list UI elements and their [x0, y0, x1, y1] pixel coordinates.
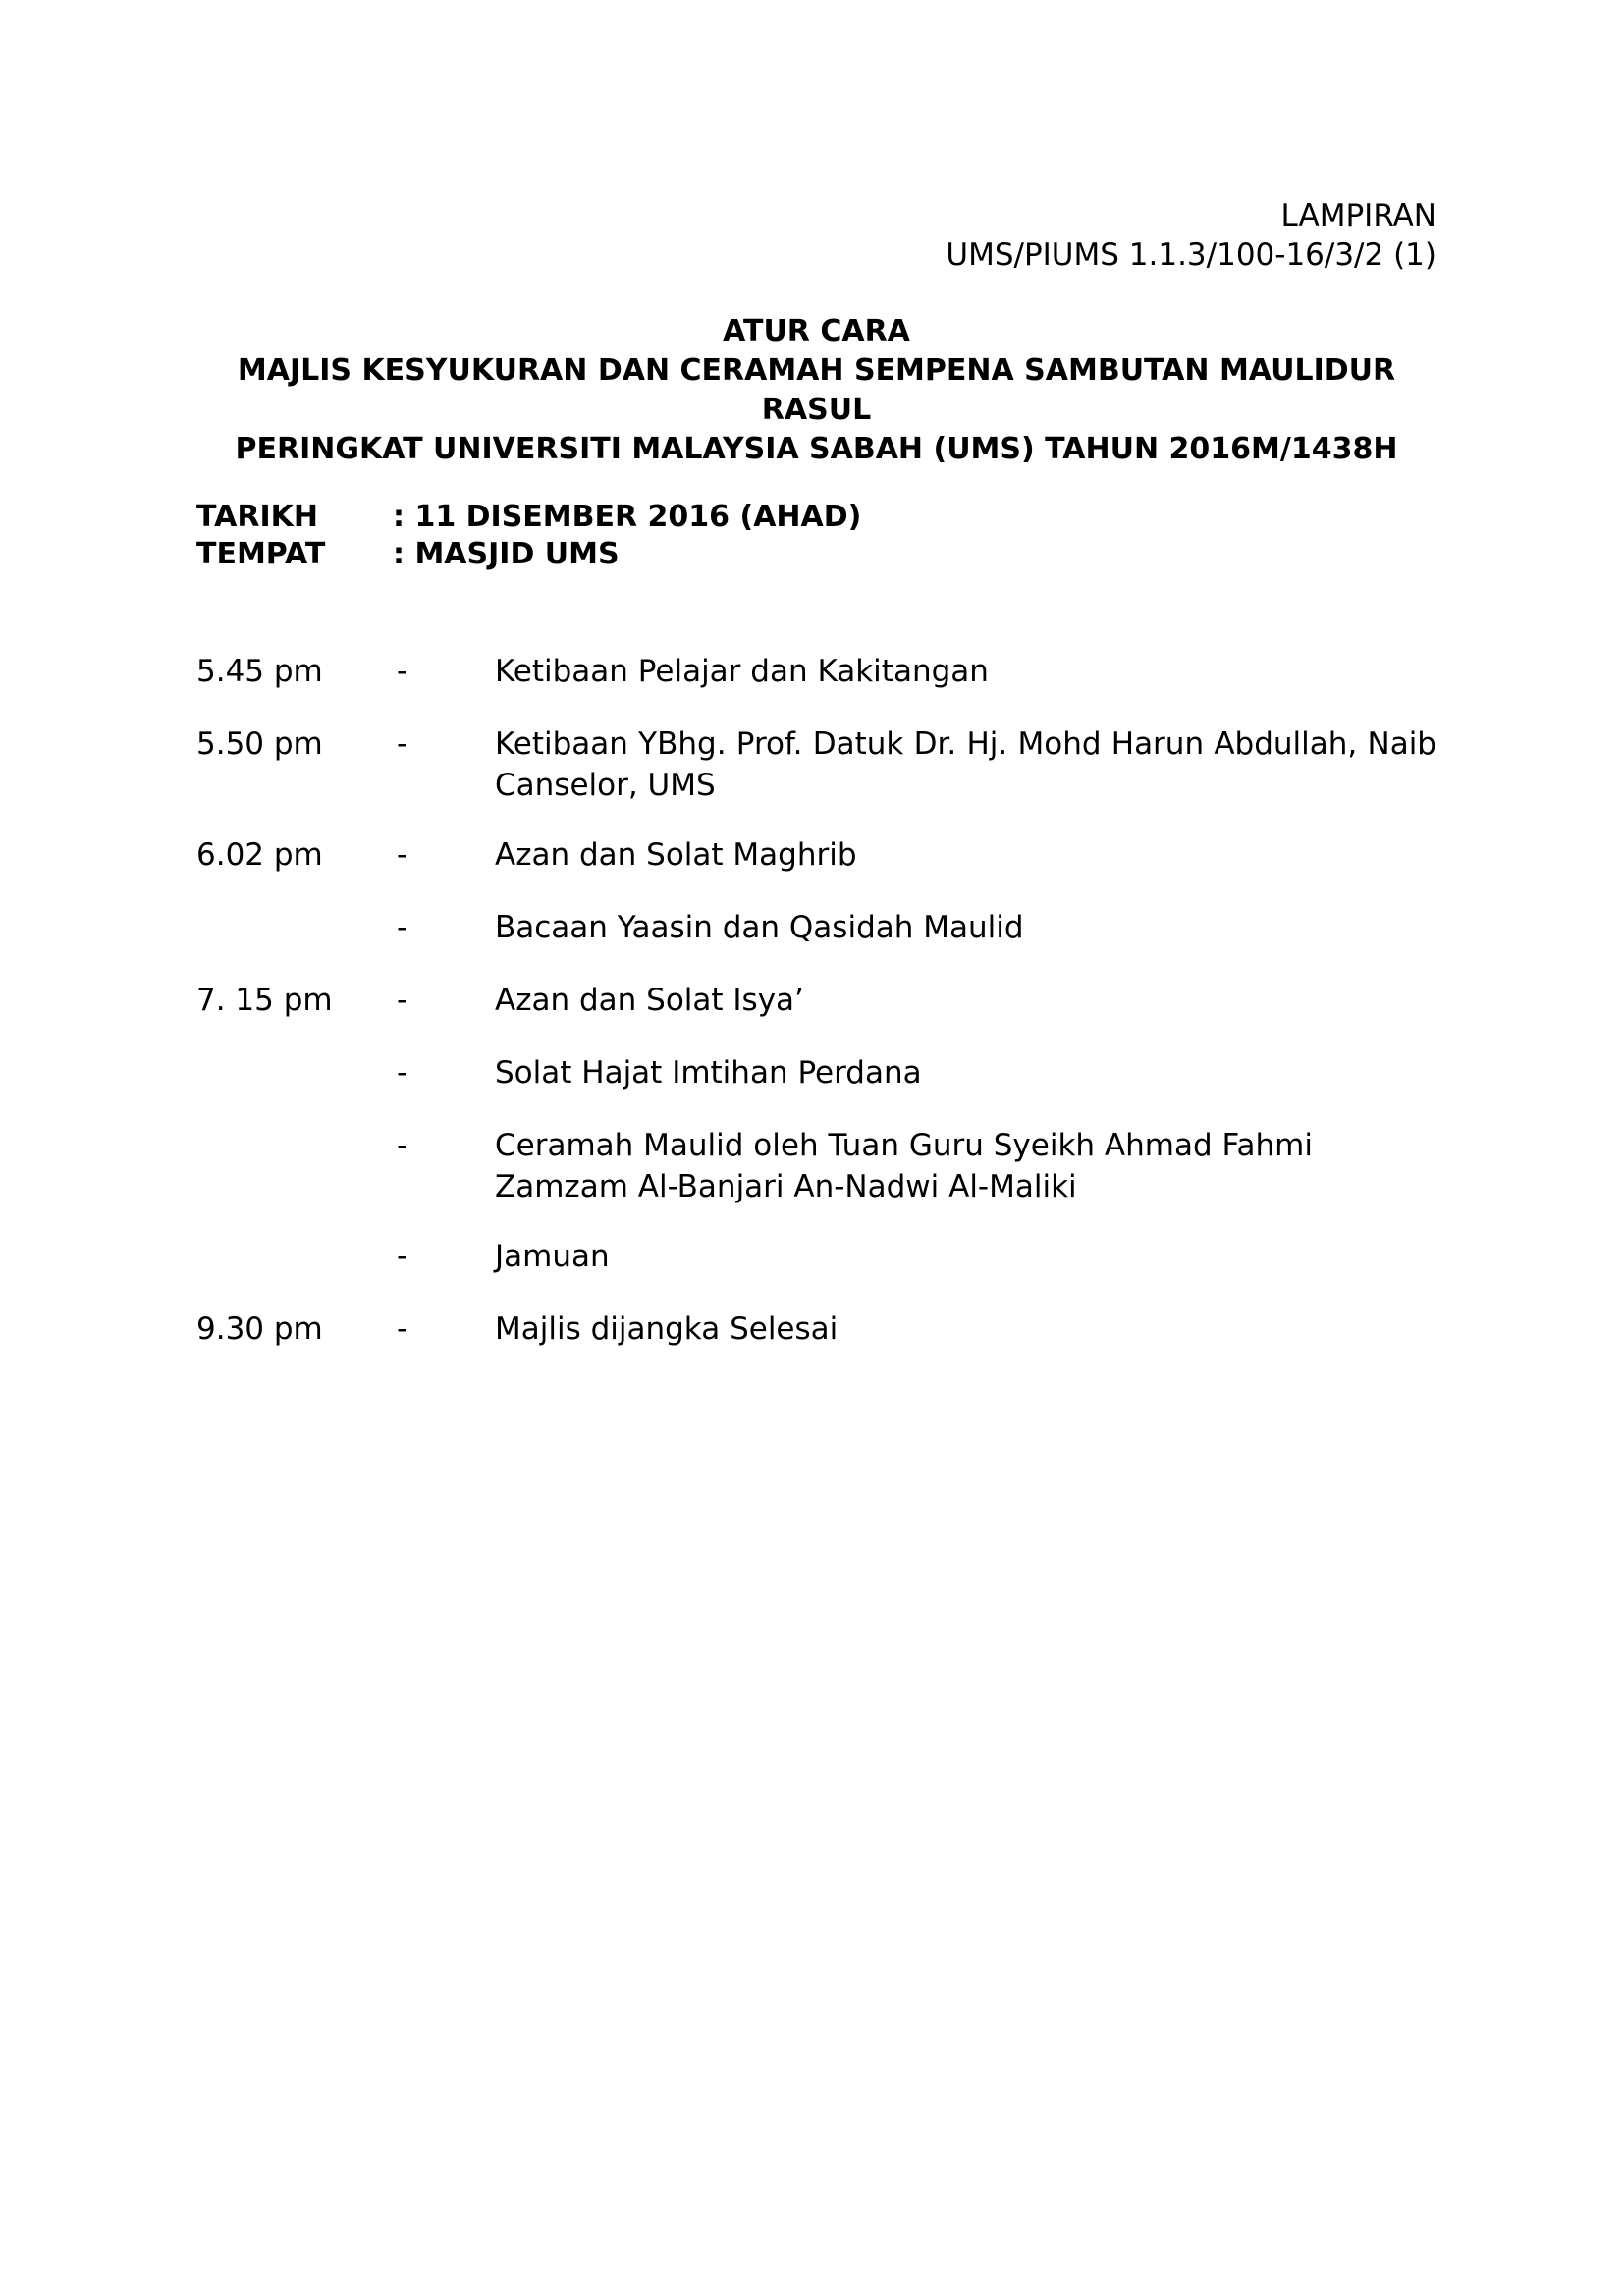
schedule-dash: -	[397, 1055, 408, 1091]
schedule-row	[196, 1236, 1436, 1277]
schedule-description: Majlis dijangka Selesai	[495, 1311, 839, 1347]
schedule-row	[196, 1308, 1436, 1350]
schedule-row	[196, 651, 1436, 692]
schedule-time: 6.02 pm	[196, 837, 323, 873]
schedule-description: Ceramah Maulid oleh Tuan Guru Syeikh Ahmad Fahmi Zamzam Al-Banjari An-Nadwi Al-Maliki	[495, 1128, 1313, 1204]
date-value: : 11 DISEMBER 2016 (AHAD)	[393, 500, 862, 534]
schedule-time: 9.30 pm	[196, 1311, 323, 1347]
schedule-dash: -	[397, 910, 408, 945]
schedule-dash: -	[397, 837, 408, 873]
schedule-list	[196, 651, 1436, 1350]
attachment-header	[946, 196, 1436, 275]
schedule-row	[196, 1052, 1436, 1094]
title-line-1: ATUR CARA	[723, 314, 910, 348]
schedule-row	[196, 723, 1436, 806]
lampiran-label: LAMPIRAN	[1280, 198, 1436, 234]
schedule-dash: -	[397, 1311, 408, 1347]
schedule-description: Solat Hajat Imtihan Perdana	[495, 1055, 922, 1091]
venue-value: : MASJID UMS	[393, 537, 620, 571]
title-line-3: PERINGKAT UNIVERSITI MALAYSIA SABAH (UMS) TAHUN 2016M/1438H	[235, 432, 1398, 466]
schedule-description: Jamuan	[495, 1239, 610, 1274]
schedule-dash: -	[397, 983, 408, 1018]
venue-row	[196, 536, 861, 573]
date-label: TARIKH	[196, 500, 318, 534]
schedule-description: Bacaan Yaasin dan Qasidah Maulid	[495, 910, 1024, 945]
schedule-time: 5.50 pm	[196, 726, 323, 762]
document-title	[196, 312, 1436, 469]
schedule-dash: -	[397, 1239, 408, 1274]
schedule-time: 5.45 pm	[196, 654, 323, 689]
schedule-dash: -	[397, 654, 408, 689]
title-line-2: MAJLIS KESYUKURAN DAN CERAMAH SEMPENA SAMBUTAN MAULIDUR RASUL	[237, 353, 1396, 427]
schedule-description: Azan dan Solat Maghrib	[495, 837, 857, 873]
schedule-description: Azan dan Solat Isya’	[495, 983, 804, 1018]
schedule-time: 7. 15 pm	[196, 983, 333, 1018]
schedule-row	[196, 834, 1436, 876]
schedule-row	[196, 980, 1436, 1021]
schedule-row	[196, 1125, 1436, 1207]
schedule-dash: -	[397, 1128, 408, 1163]
reference-number: UMS/PIUMS 1.1.3/100-16/3/2 (1)	[946, 238, 1436, 273]
schedule-row	[196, 907, 1436, 948]
date-row	[196, 499, 861, 536]
schedule-description: Ketibaan Pelajar dan Kakitangan	[495, 654, 989, 689]
event-meta	[196, 499, 861, 573]
schedule-dash: -	[397, 726, 408, 762]
schedule-description: Ketibaan YBhg. Prof. Datuk Dr. Hj. Mohd Harun Abdullah, Naib Canselor, UMS	[495, 726, 1436, 803]
venue-label: TEMPAT	[196, 537, 326, 571]
